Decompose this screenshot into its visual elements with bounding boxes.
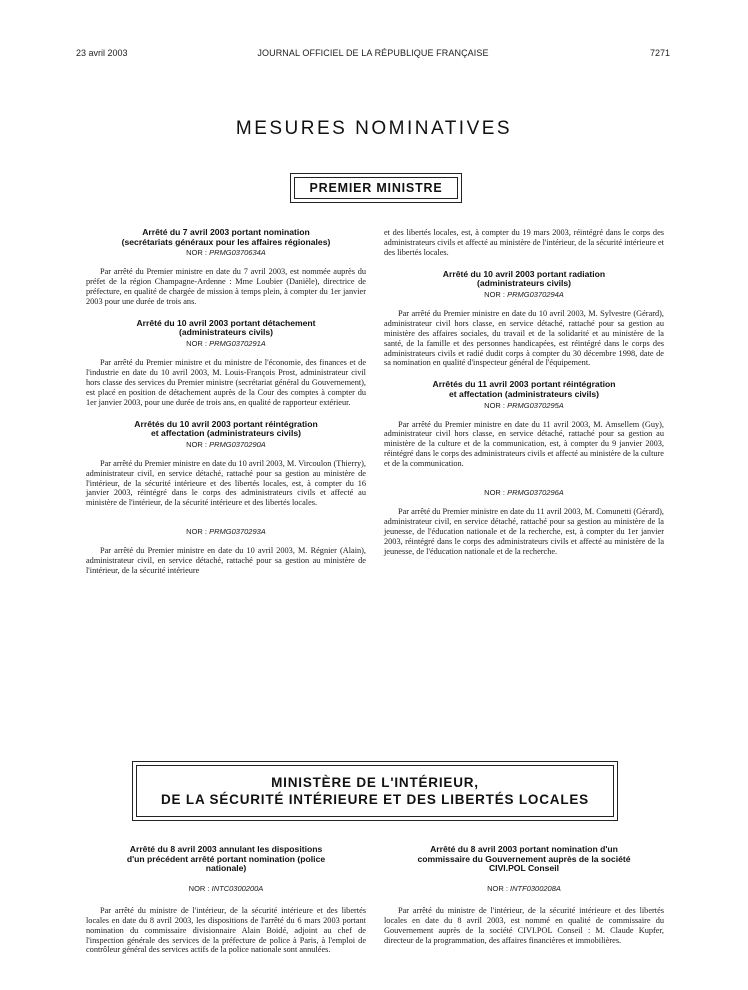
header-page-number: 7271 <box>649 48 670 58</box>
arrete-title-line: commissaire du Gouvernement auprès de la société <box>417 853 631 864</box>
arrete-title-line: CIVI.POL Conseil <box>488 863 560 874</box>
section-box-label: PREMIER MINISTRE <box>309 181 443 195</box>
page-title: MESURES NOMINATIVES <box>235 118 513 139</box>
nor-label: NOR : <box>186 527 208 537</box>
arrete-title <box>86 228 366 247</box>
arrete-body: Par arrêté du Premier ministre en date du 11 avril 2003, M. Comunetti (Gérard), administrateur civil, en service détaché, rattaché pour sa gestion au ministère de la jeunesse, de l'éducation nationale et de la recherche, est, à compter du 1er janvier 2003, réintégré dans le corps des administrateurs civils et affecté au ministère de la jeunesse, de l'éducation nationale et de la recherche. <box>384 507 664 556</box>
arrete-body: Par arrêté du Premier ministre en date du 7 avril 2003, est nommée auprès du préfet de la région Champagne-Ardenne : Mme Loubier (Danièle), directrice de préfecture, en qualité de chargée de mission à temps plein, à compter du 1er janvier 2003 pour une durée de trois ans. <box>86 267 366 306</box>
arrete-title-line: et affectation (administrateurs civils) <box>151 428 301 439</box>
arrete-title <box>86 845 366 874</box>
arrete-body: Par arrêté du Premier ministre et du ministre de l'économie, des finances et de l'industrie en date du 10 avril 2003, M. Louis-François Prost, administrateur civil hors classe des services du Premier ministre (secrétariat général du Gouvernement), est placé en position de détachement auprès de la Cour des comptes à compter du 1er janvier 2003, pour une durée de trois ans, en qualité de rapporteur extérieur. <box>86 358 366 407</box>
column-2 <box>384 228 664 557</box>
arrete-title-line: (administrateurs civils) <box>178 327 274 338</box>
arrete-body: Par arrêté du Premier ministre en date du 11 avril 2003, M. Amsellem (Guy), administrateur civil hors classe, en service détaché, rattaché pour sa gestion au ministère de la culture et de la communication, est, à compter du 9 janvier 2003, réintégré dans le corps des administrateurs civils et affecté au ministère de la culture et de la communication. <box>384 419 664 469</box>
section-box-ministere-interieur <box>132 761 618 821</box>
arrete-body: Par arrêté du Premier ministre en date du 10 avril 2003, M. Vircoulon (Thierry), administrateur civil, en service détaché, rattaché pour sa gestion au ministère de l'intérieur, de la sécurité intérieure et des libertés locales, est, à compter du 16 janvier 2003, réintégré dans le corps des administrateurs civils et affecté au ministère de l'intérieur, de la sécurité intérieure et des libertés locales. <box>86 458 366 508</box>
arrete-title-line: d'un précédent arrêté portant nomination (police <box>126 853 326 864</box>
nor-label: NOR : <box>186 339 208 348</box>
nor-code: INTC0300200A <box>211 883 264 893</box>
header-date: 23 avril 2003 <box>76 48 128 58</box>
arrete-title <box>86 319 366 338</box>
arrete-title <box>384 845 664 874</box>
nor-label: NOR : <box>484 289 506 299</box>
nor-code: PRMG0370291A <box>209 339 266 348</box>
column-3 <box>86 845 366 955</box>
nor-label: NOR : <box>186 439 208 449</box>
arrete-title-line: Arrêté du 10 avril 2003 portant détachement <box>136 317 316 328</box>
section-box-premier-ministre <box>290 173 462 203</box>
arrete-title-line: et affectation (administrateurs civils) <box>449 388 599 399</box>
arrete-body: Par arrêté du Premier ministre en date du 10 avril 2003, M. Sylvestre (Gérard), administrateur civil hors classe, en service détaché, rattaché pour sa gestion au ministère des affaires sociales, du travail et de la solidarité et au ministère de la santé, de la famille et des personnes handicapées, est réintégré dans le corps des administrateurs civils et radié dudit corps à compter du 30 décembre 1998, date de sa nomination en qualité d'inspecteur général de l'équipement. <box>384 308 664 368</box>
nor-reference <box>86 884 366 894</box>
page-header <box>76 48 670 62</box>
nor-label: NOR : <box>186 248 208 258</box>
nor-label: NOR : <box>487 883 508 893</box>
nor-label: NOR : <box>484 488 506 498</box>
arrete-title-line: Arrêtés du 10 avril 2003 portant réintégration <box>134 418 318 429</box>
section-box-label-line: DE LA SÉCURITÉ INTÉRIEURE ET DES LIBERTÉS LOCALES <box>161 792 589 807</box>
nor-code: PRMG0370290A <box>209 439 266 449</box>
nor-code: PRMG0370295A <box>507 400 564 410</box>
arrete-title-line: Arrêté du 8 avril 2003 portant nomination d'un <box>430 844 618 854</box>
arrete-title-line: Arrêté du 10 avril 2003 portant radiation <box>442 268 606 279</box>
arrete-title <box>384 380 664 399</box>
arrete-title-line: (administrateurs civils) <box>476 278 572 289</box>
arrete-title-line: Arrêté du 7 avril 2003 portant nomination <box>142 227 310 237</box>
arrete-title-line: nationale) <box>205 863 247 874</box>
arrete-body-continued: et des libertés locales, est, à compter du 19 mars 2003, réintégré dans le corps des administrateurs civils et affecté au ministère de l'intérieur, de la sécurité intérieure et des libertés locales. <box>384 228 664 257</box>
column-4 <box>384 845 664 945</box>
header-journal-title: JOURNAL OFFICIEL DE LA RÉPUBLIQUE FRANÇAISE <box>257 48 489 58</box>
nor-code: INTF0300208A <box>510 883 561 893</box>
nor-reference <box>384 488 664 498</box>
arrete-title-line: (secrétariats généraux pour les affaires régionales) <box>121 236 331 247</box>
arrete-title <box>86 420 366 439</box>
nor-reference <box>384 884 664 894</box>
arrete-body: Par arrêté du Premier ministre en date du 10 avril 2003, M. Régnier (Alain), administrateur civil, en service détaché, rattaché pour sa gestion au ministère de l'intérieur, de la sécurité intérieure <box>86 546 366 576</box>
column-1 <box>86 228 366 576</box>
nor-code: PRMG0370634A <box>209 248 266 258</box>
nor-reference <box>86 248 366 258</box>
arrete-body: Par arrêté du ministre de l'intérieur, de la sécurité intérieure et des libertés locales en date du 8 avril 2003, les dispositions de l'arrêté du 6 mars 2003 portant nomination du commissaire divisionnaire Alain Boidé, adjoint au chef de l'inspection générale des services de la préfecture de police à Paris, à l'emploi de contrôleur général des services actifs de la police nationale sont annulées. <box>86 905 366 955</box>
nor-label: NOR : <box>188 883 210 893</box>
nor-reference <box>86 527 366 537</box>
nor-code: PRMG0370293A <box>209 527 266 537</box>
nor-label: NOR : <box>484 400 506 410</box>
nor-reference <box>86 339 366 349</box>
arrete-body: Par arrêté du ministre de l'intérieur, de la sécurité intérieure et des libertés locales en date du 8 avril 2003, est nommé en qualité de commissaire du Gouvernement auprès de la société CIVI.POL Conseil : M. Claude Kupfer, directeur de la programmation, des affaires financières et immobilières. <box>384 905 664 945</box>
nor-reference <box>384 401 664 411</box>
section-box-label-line: MINISTÈRE DE L'INTÉRIEUR, <box>271 775 479 790</box>
arrete-title-line: Arrêtés du 11 avril 2003 portant réintégration <box>432 379 616 390</box>
nor-code: PRMG0370294A <box>507 289 564 299</box>
arrete-title-line: Arrêté du 8 avril 2003 annulant les dispositions <box>129 844 323 854</box>
nor-reference <box>384 290 664 300</box>
nor-code: PRMG0370296A <box>507 488 564 498</box>
arrete-title <box>384 270 664 289</box>
nor-reference <box>86 440 366 450</box>
